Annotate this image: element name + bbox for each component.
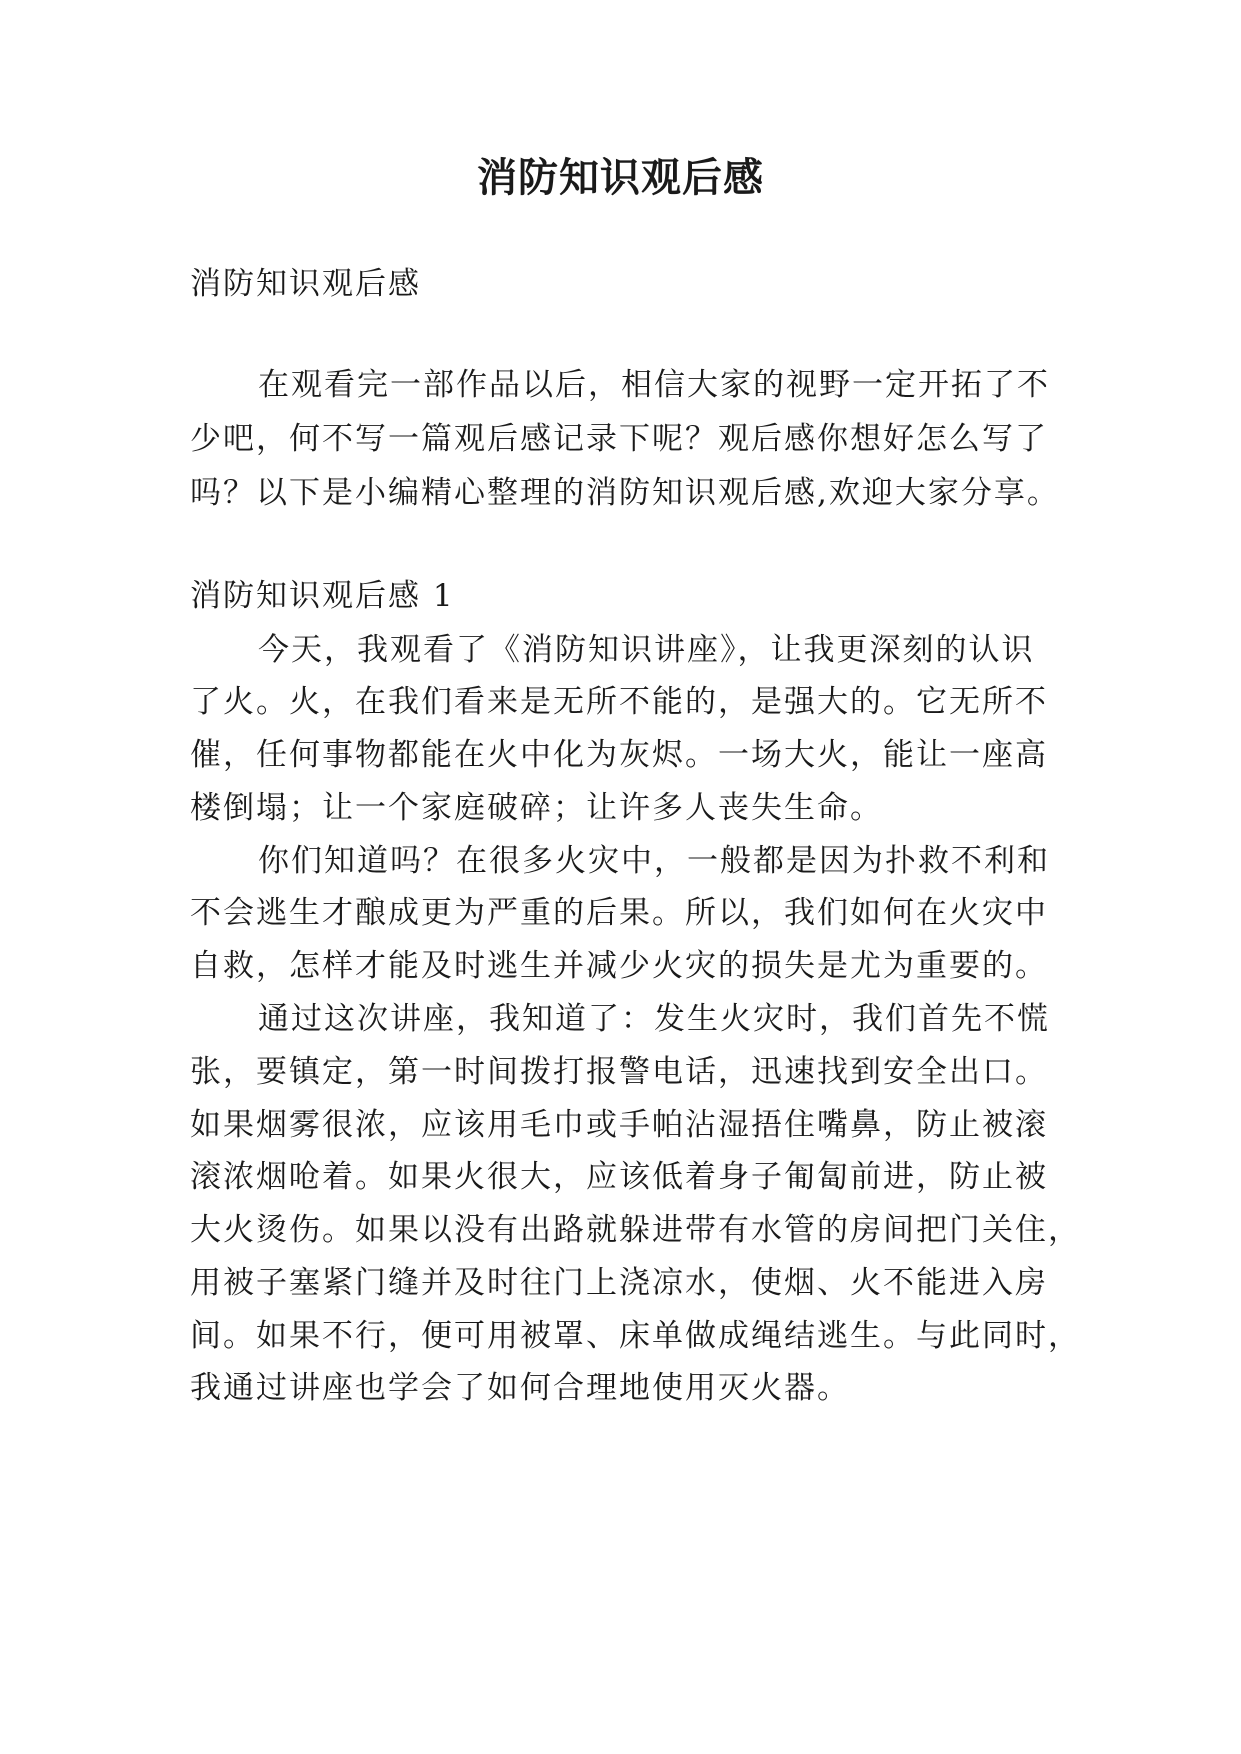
paragraph-line: 自救，怎样才能及时逃生并减少火灾的损失是尤为重要的。 xyxy=(190,948,1048,984)
paragraph-line: 你们知道吗？在很多火灾中，一般都是因为扑救不利和 xyxy=(258,843,1050,879)
paragraph-line: 滚浓烟呛着。如果火很大，应该低着身子匍匐前进，防止被 xyxy=(190,1159,1048,1195)
paragraph-line: 张，要镇定，第一时间拨打报警电话，迅速找到安全出口。 xyxy=(190,1054,1048,1090)
paragraph-line: 我通过讲座也学会了如何合理地使用灭火器。 xyxy=(190,1370,850,1406)
paragraph-line: 了火。火，在我们看来是无所不能的，是强大的。它无所不 xyxy=(190,684,1048,720)
paragraph-line: 用被子塞紧门缝并及时往门上浇凉水，使烟、火不能进入房 xyxy=(190,1265,1048,1301)
paragraph-line: 大火烫伤。如果以没有出路就躲进带有水管的房间把门关住， xyxy=(190,1212,1081,1248)
document-title: 消防知识观后感 xyxy=(477,154,764,201)
document-subtitle: 消防知识观后感 xyxy=(190,266,421,302)
section-heading: 消防知识观后感 1 xyxy=(190,578,455,614)
intro-line: 吗？以下是小编精心整理的消防知识观后感,欢迎大家分享。 xyxy=(190,475,1060,511)
paragraph-line: 催，任何事物都能在火中化为灰烬。一场大火，能让一座高 xyxy=(190,737,1048,773)
paragraph-line: 今天，我观看了《消防知识讲座》，让我更深刻的认识 xyxy=(258,632,1035,668)
paragraph-line: 如果烟雾很浓，应该用毛巾或手帕沾湿捂住嘴鼻，防止被滚 xyxy=(190,1107,1048,1143)
paragraph-line: 间。如果不行，便可用被罩、床单做成绳结逃生。与此同时， xyxy=(190,1318,1081,1354)
intro-line: 少吧，何不写一篇观后感记录下呢？观后感你想好怎么写了 xyxy=(190,421,1048,457)
paragraph-line: 楼倒塌；让一个家庭破碎；让许多人丧失生命。 xyxy=(190,790,883,826)
paragraph-line: 不会逃生才酿成更为严重的后果。所以，我们如何在火灾中 xyxy=(190,895,1048,931)
paragraph-line: 通过这次讲座，我知道了：发生火灾时，我们首先不慌 xyxy=(258,1001,1050,1037)
intro-line: 在观看完一部作品以后，相信大家的视野一定开拓了不 xyxy=(258,367,1050,403)
